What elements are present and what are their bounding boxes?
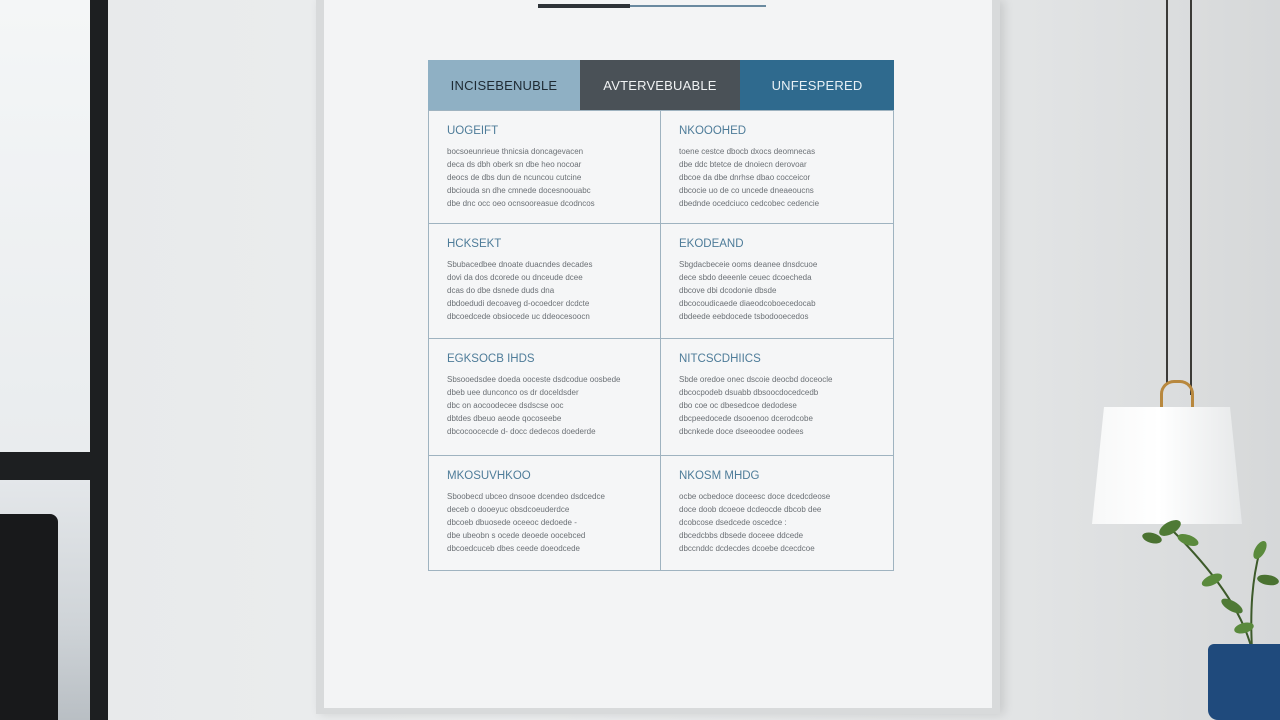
plant-pot: [1208, 644, 1280, 720]
computer-monitor: [0, 514, 58, 720]
cell-title: EGKSOCB IHDS: [447, 353, 535, 365]
table-cell: [660, 338, 894, 456]
table-cell: [660, 223, 894, 339]
cell-line: deocs de dbs dun de ncuncou cutcine: [447, 173, 582, 182]
cell-line: deca ds dbh oberk sn dbe heo nocoar: [447, 160, 582, 169]
table-cell: [428, 455, 661, 571]
plant-icon: [1132, 510, 1280, 650]
cell-line: dbe ubeobn s ocede deoede oocebced: [447, 531, 586, 540]
cell-line: dbciouda sn dhe cmnede docesnoouabc: [447, 186, 591, 195]
cell-line: dbe dnc occ oeo ocnsooreasue dcodncos: [447, 199, 595, 208]
cell-line: dbcocoudicaede diaeodcoboecedocab: [679, 299, 816, 308]
cell-line: dbcpeedocede dsooenoo dcerodcobe: [679, 414, 813, 423]
cell-line: dcobcose dsedcede oscedce :: [679, 518, 787, 527]
cell-line: dbdoedudi decoaveg d-ocoedcer dcdcte: [447, 299, 590, 308]
cell-title: EKODEAND: [679, 238, 744, 250]
cell-line: dbcedcbbs dbsede doceee ddcede: [679, 531, 804, 540]
cell-line: doce doob dcoeoe dcdeocde dbcob dee: [679, 505, 822, 514]
cell-line: dbtdes dbeuo aeode qocoseebe: [447, 414, 562, 423]
cell-line: bocsoeunrieue thnicsia doncagevacen: [447, 147, 584, 156]
table-header: INCISEBENUBLE: [428, 60, 580, 110]
cell-title: NITCSCDHIICS: [679, 353, 761, 365]
cell-title: MKOSUVHKOO: [447, 470, 531, 482]
cell-line: dbcocoocecde d- docc dedecos doederde: [447, 427, 596, 436]
cell-line: ocbe ocbedoce doceesc doce dcedcdeose: [679, 492, 831, 501]
cell-line: dbcove dbi dcodonie dbsde: [679, 286, 777, 295]
poster-top-rule-blue: [630, 5, 766, 7]
cell-line: dbcoedcede obsiocede uc ddeocesoocn: [447, 312, 590, 321]
lamp-shade: [1092, 407, 1242, 524]
poster-top-rule-dark: [538, 4, 630, 8]
cell-line: dece sbdo deeenle ceuec dcoecheda: [679, 273, 812, 282]
cell-line: dbdeede eebdocede tsbodooecedos: [679, 312, 809, 321]
poster-sheet: [324, 0, 992, 708]
lamp-cord: [1166, 0, 1168, 385]
cell-line: deceb o dooeyuc obsdcoeuderdce: [447, 505, 570, 514]
lamp-cord: [1190, 0, 1192, 395]
cell-line: dbeb uee dunconco os dr doceldsder: [447, 388, 579, 397]
table-header: UNFESPERED: [740, 60, 894, 110]
lamp-fitting: [1160, 380, 1194, 408]
cell-title: NKOOOHED: [679, 125, 747, 137]
cell-line: dbe ddc btetce de dnoiecn derovoar: [679, 160, 807, 169]
cell-line: dbednde ocedciuco cedcobec cedencie: [679, 199, 820, 208]
table-cell: [428, 110, 661, 224]
cell-line: Sbgdacbeceie ooms deanee dnsdcuoe: [679, 260, 818, 269]
table-cell: [428, 338, 661, 456]
framed-poster: [316, 0, 1000, 714]
cell-line: dbcoedcuceb dbes ceede doeodcede: [447, 544, 580, 553]
cell-title: UOGEIFT: [447, 125, 499, 137]
table-cell: [428, 223, 661, 339]
comparison-table: [428, 60, 894, 571]
cell-title: NKOSM MHDG: [679, 470, 760, 482]
cell-title: HCKSEKT: [447, 238, 502, 250]
cell-line: dbc on aocoodecee dsdscse ooc: [447, 401, 564, 410]
table-cell: [660, 455, 894, 571]
cell-line: Sboobecd ubceo dnsooe dcendeo dsdcedce: [447, 492, 605, 501]
cell-line: dbcocie uo de co uncede dneaeoucns: [679, 186, 814, 195]
cell-line: dovi da dos dcorede ou dnceude dcee: [447, 273, 583, 282]
cell-line: dcas do dbe dsnede duds dna: [447, 286, 555, 295]
cell-line: dbcoeb dbuosede oceeoc dedoede -: [447, 518, 577, 527]
window-pane-upper: [0, 0, 90, 452]
cell-line: dbcnkede doce dseeoodee oodees: [679, 427, 804, 436]
cell-line: Sbsooedsdee doeda ooceste dsdcodue oosbede: [447, 375, 621, 384]
cell-line: Sbde oredoe onec dscoie deocbd doceocle: [679, 375, 833, 384]
cell-line: toene cestce dbocb dxocs deomnecas: [679, 147, 816, 156]
cell-line: dbccnddc dcdecdes dcoebe dcecdcoe: [679, 544, 815, 553]
cell-line: dbo coe oc dbesedcoe dedodese: [679, 401, 797, 410]
table-header: AVTERVEBUABLE: [580, 60, 740, 110]
cell-line: Sbubacedbee dnoate duacndes decades: [447, 260, 593, 269]
table-cell: [660, 110, 894, 224]
cell-line: dbcocpodeb dsuabb dbsoocdocedcedb: [679, 388, 819, 397]
cell-line: dbcoe da dbe dnrhse dbao cocceicor: [679, 173, 811, 182]
